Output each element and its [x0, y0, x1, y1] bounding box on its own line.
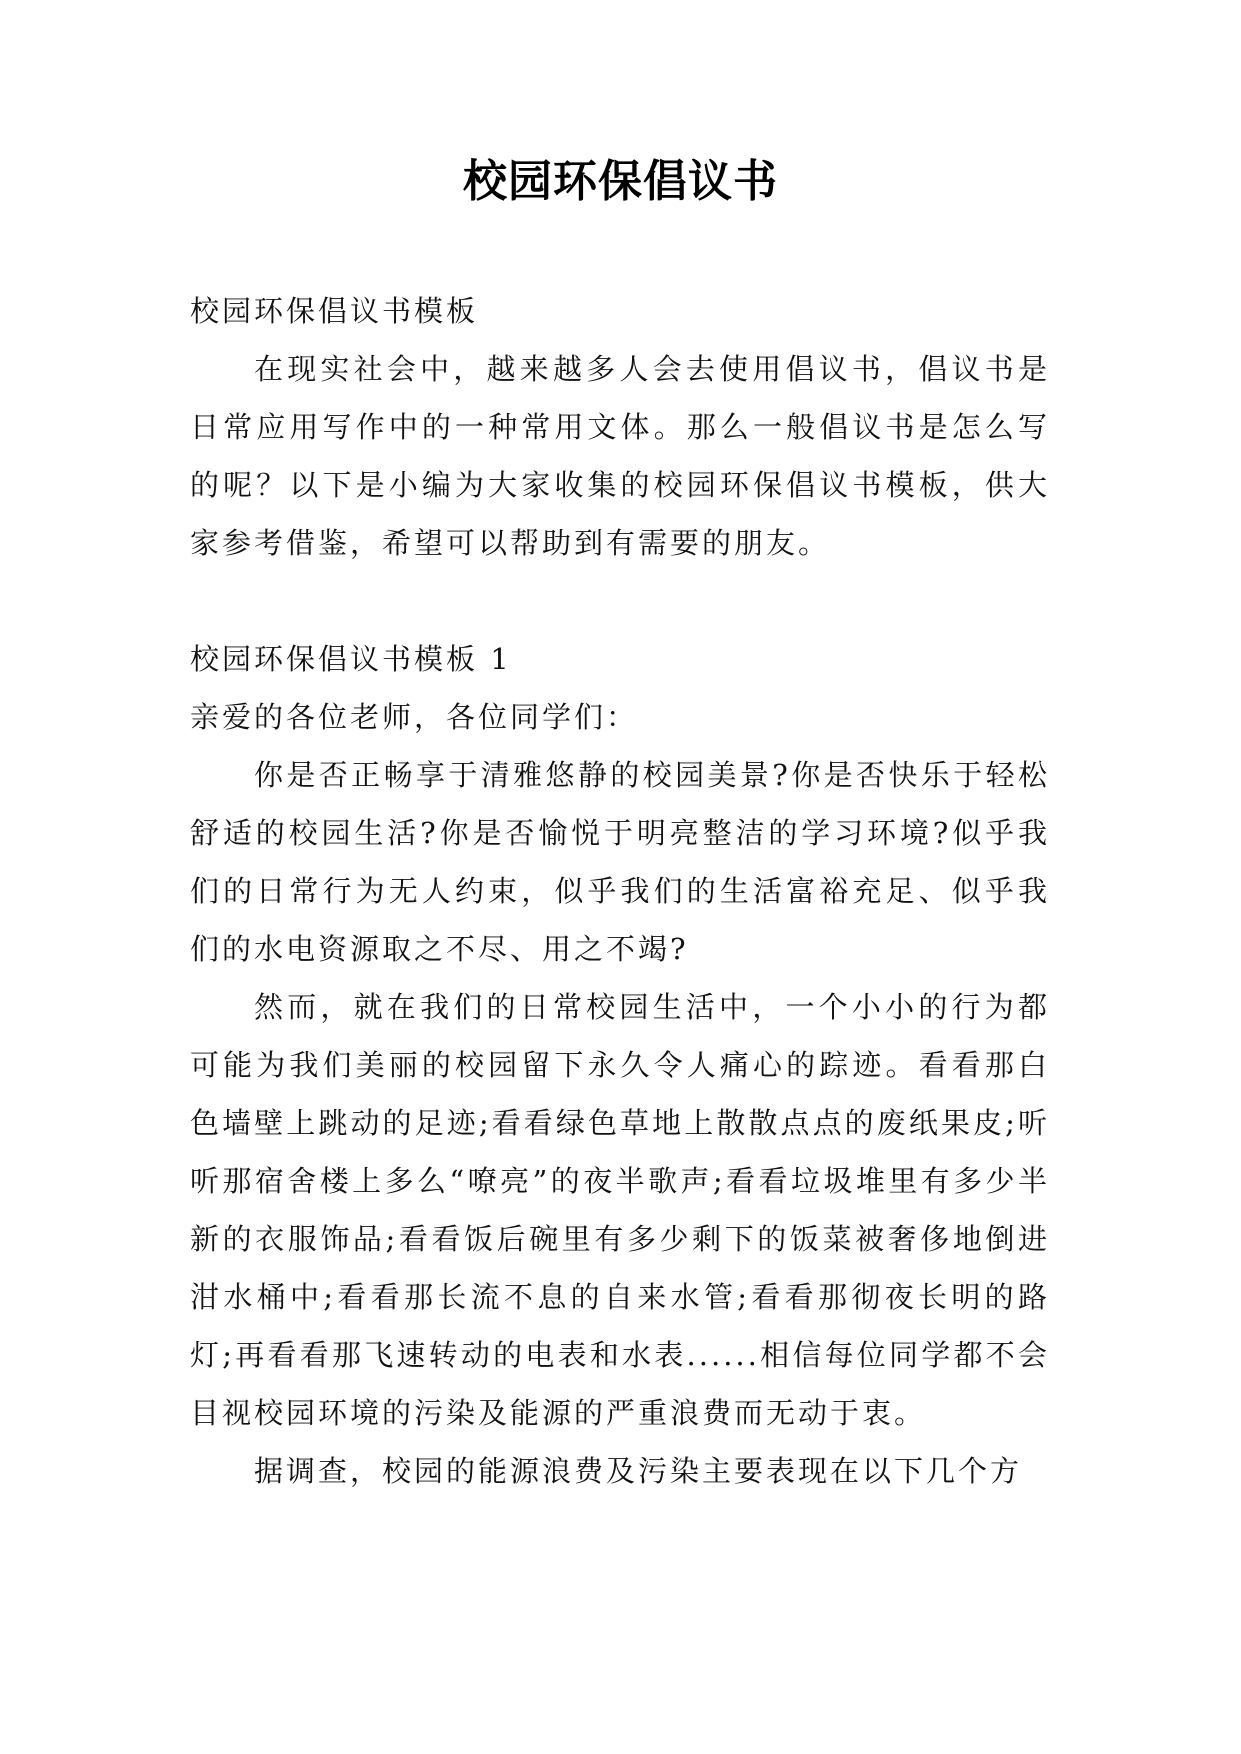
body-paragraph-1: 你是否正畅享于清雅悠静的校园美景?你是否快乐于轻松舒适的校园生活?你是否愉悦于明亮整洁的学习环境?似乎我们的日常行为无人约束，似乎我们的生活富裕充足、似乎我们的水电资源取之不尽、用之不竭?: [190, 758, 1050, 966]
intro-paragraph: 在现实社会中，越来越多人会去使用倡议书，倡议书是日常应用写作中的一种常用文体。那么一般倡议书是怎么写的呢？以下是小编为大家收集的校园环保倡议书模板，供大家参考借鉴，希望可以帮助到有需要的朋友。: [190, 352, 1050, 560]
body-paragraph-2: 然而，就在我们的日常校园生活中，一个小小的行为都可能为我们美丽的校园留下永久令人痛心的踪迹。看看那白色墙壁上跳动的足迹;看看绿色草地上散散点点的废纸果皮;听听那宿舍楼上多么“嘹亮”的夜半歌声;看看垃圾堆里有多少半新的衣服饰品;看看饭后碗里有多少剩下的饭菜被奢侈地倒进泔水桶中;看看那长流不息的自来水管;看看那彻夜长明的路灯;再看看那飞速转动的电表和水表......相信每位同学都不会目视校园环境的污染及能源的严重浪费而无动于衷。: [190, 990, 1050, 1430]
document-subtitle: 校园环保倡议书模板: [190, 294, 479, 328]
document-title: 校园环保倡议书: [463, 156, 778, 207]
salutation: 亲爱的各位老师，各位同学们：: [190, 700, 639, 734]
document-body: [190, 282, 1050, 1500]
body-paragraph-3: 据调查，校园的能源浪费及污染主要表现在以下几个方: [254, 1454, 1023, 1488]
section-heading: 校园环保倡议书模板 1: [190, 642, 512, 676]
